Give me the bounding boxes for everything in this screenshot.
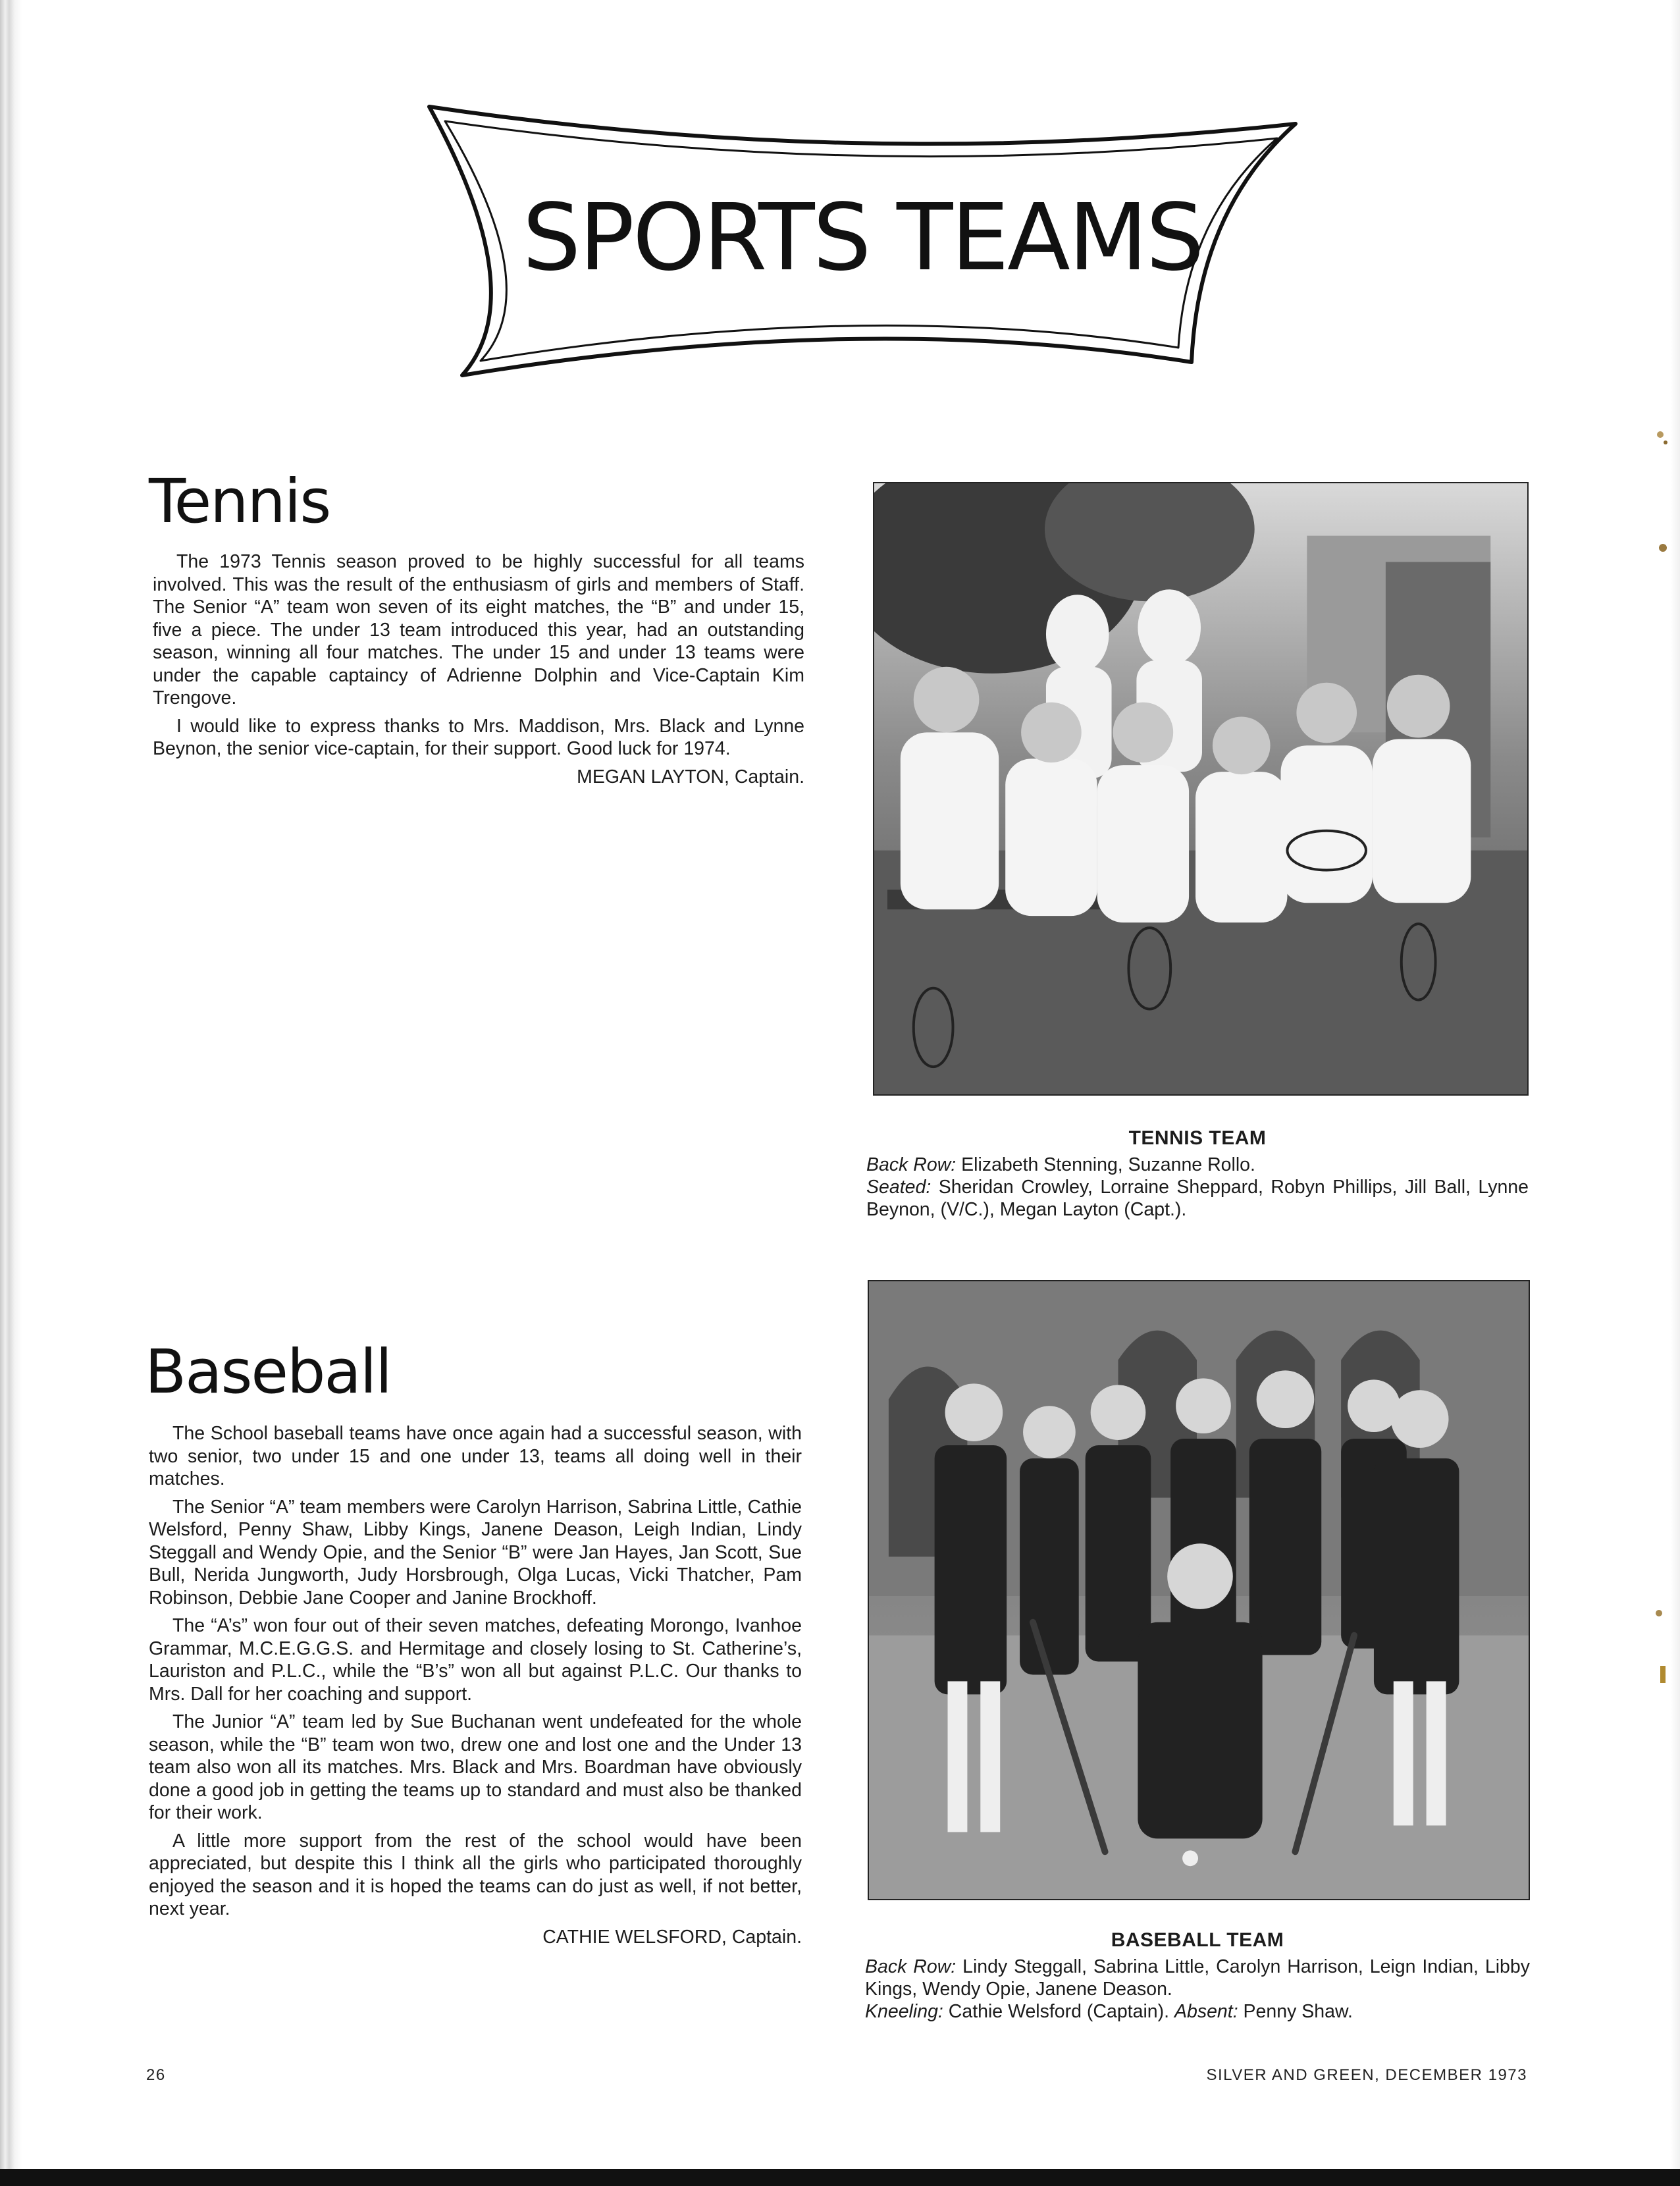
tennis-signature: MEGAN LAYTON, Captain. (577, 766, 804, 787)
tennis-caption (866, 1127, 1529, 1221)
absent-label: Absent: (1174, 2001, 1238, 2022)
tennis-paragraph: I would like to express thanks to Mrs. Maddison, Mrs. Black and Lynne Beynon, the senior vice-captain, for their support. Good luck for 1974. (153, 715, 804, 759)
baseball-paragraph: A little more support from the rest of the school would have been appreciated, but despite this I think all the girls who participated thoroughly enjoyed the season and it is hoped the teams can do just as well, if not better, next year. (149, 1830, 802, 1919)
baseball-paragraph: The School baseball teams have once again had a successful season, with two senior, two under 15 and one under 13, teams all doing well in their matches. (149, 1423, 802, 1489)
baseball-paragraph: The Junior “A” team led by Sue Buchanan went undefeated for the whole season, while the “B” team won two, drew one and lost one and the Under 13 team also won all its matches. Mrs. Black and Mrs. Boardman have obviously done a good job in getting the teams up to standard and must also be thanked for their work. (149, 1711, 802, 1823)
page-number: 26 (146, 2066, 166, 2084)
page-binding-edge (0, 0, 22, 2186)
baseball-caption (865, 1929, 1530, 2023)
baseball-signature: CATHIE WELSFORD, Captain. (542, 1926, 802, 1948)
baseball-heading: Baseball (145, 1337, 391, 1407)
baseball-caption-title: BASEBALL TEAM (1111, 1929, 1284, 1951)
back-row-label: Back Row: (865, 1956, 957, 1977)
tennis-caption-title: TENNIS TEAM (1128, 1127, 1267, 1149)
baseball-paragraph: The Senior “A” team members were Carolyn Harrison, Sabrina Little, Cathie Welsford, Penny Shaw, Libby Kings, Janene Deason, Leigh Indian, Lindy Steggall and Wendy Opie, and the Senior “B” were Jan Hayes, Jan Scott, Sue Bull, Nerida Jungworth, Judy Horsbrough, Olga Lucas, Vicki Thatcher, Pam Robinson, Debbie Jane Cooper and Janine Brockhoff. (149, 1496, 802, 1609)
seated-label: Seated: (866, 1177, 932, 1198)
tennis-heading: Tennis (149, 466, 330, 537)
tennis-article (153, 550, 804, 788)
baseball-team-photo (868, 1280, 1530, 1900)
absent-names: Penny Shaw. (1243, 2001, 1353, 2022)
kneeling-label: Kneeling: (865, 2001, 943, 2022)
baseball-back-row (865, 1956, 1530, 2000)
tennis-seated-row (866, 1176, 1529, 1221)
tennis-back-row (866, 1154, 1529, 1176)
back-row-names: Lindy Steggall, Sabrina Little, Carolyn Harrison, Leign Indian, Libby Kings, Wendy Opie, Janene Deason. (865, 1956, 1530, 2000)
publication-footer: SILVER AND GREEN, DECEMBER 1973 (1206, 2066, 1527, 2084)
baseball-paragraph: The “A’s” won four out of their seven matches, defeating Morongo, Ivanhoe Grammar, M.C.E.G.G.S. and Hermitage and closely losing to St. Catherine’s, Lauriston and P.L.C., while the “B’s” won all but against P.L.C. Our thanks to Mrs. Dall for her coaching and support. (149, 1615, 802, 1705)
scan-specks (1634, 395, 1673, 1844)
sports-teams-banner (421, 99, 1303, 388)
seated-names: Sheridan Crowley, Lorraine Sheppard, Robyn Phillips, Jill Ball, Lynne Beynon, (V/C.), Megan Layton (Capt.). (866, 1177, 1529, 1220)
baseball-kneeling-row (865, 2000, 1530, 2023)
back-row-names: Elizabeth Stenning, Suzanne Rollo. (961, 1154, 1255, 1175)
back-row-label: Back Row: (866, 1154, 957, 1175)
tennis-paragraph: The 1973 Tennis season proved to be highly successful for all teams involved. This was the result of the enthusiasm of girls and members of Staff. The Senior “A” team won seven of its eight matches, the “B” and under 15, five a piece. The under 13 team introduced this year, had an outstanding season, winning all four matches. The under 15 and under 13 teams were under the capable captaincy of Adrienne Dolphin and Vice-Captain Kim Trengove. (153, 551, 804, 708)
scan-bottom-edge (0, 2169, 1680, 2186)
banner-title: SPORTS TEAMS (522, 184, 1203, 292)
kneeling-names: Cathie Welsford (Captain). (948, 2001, 1170, 2022)
baseball-article (149, 1422, 802, 1948)
tennis-team-photo (873, 482, 1529, 1096)
